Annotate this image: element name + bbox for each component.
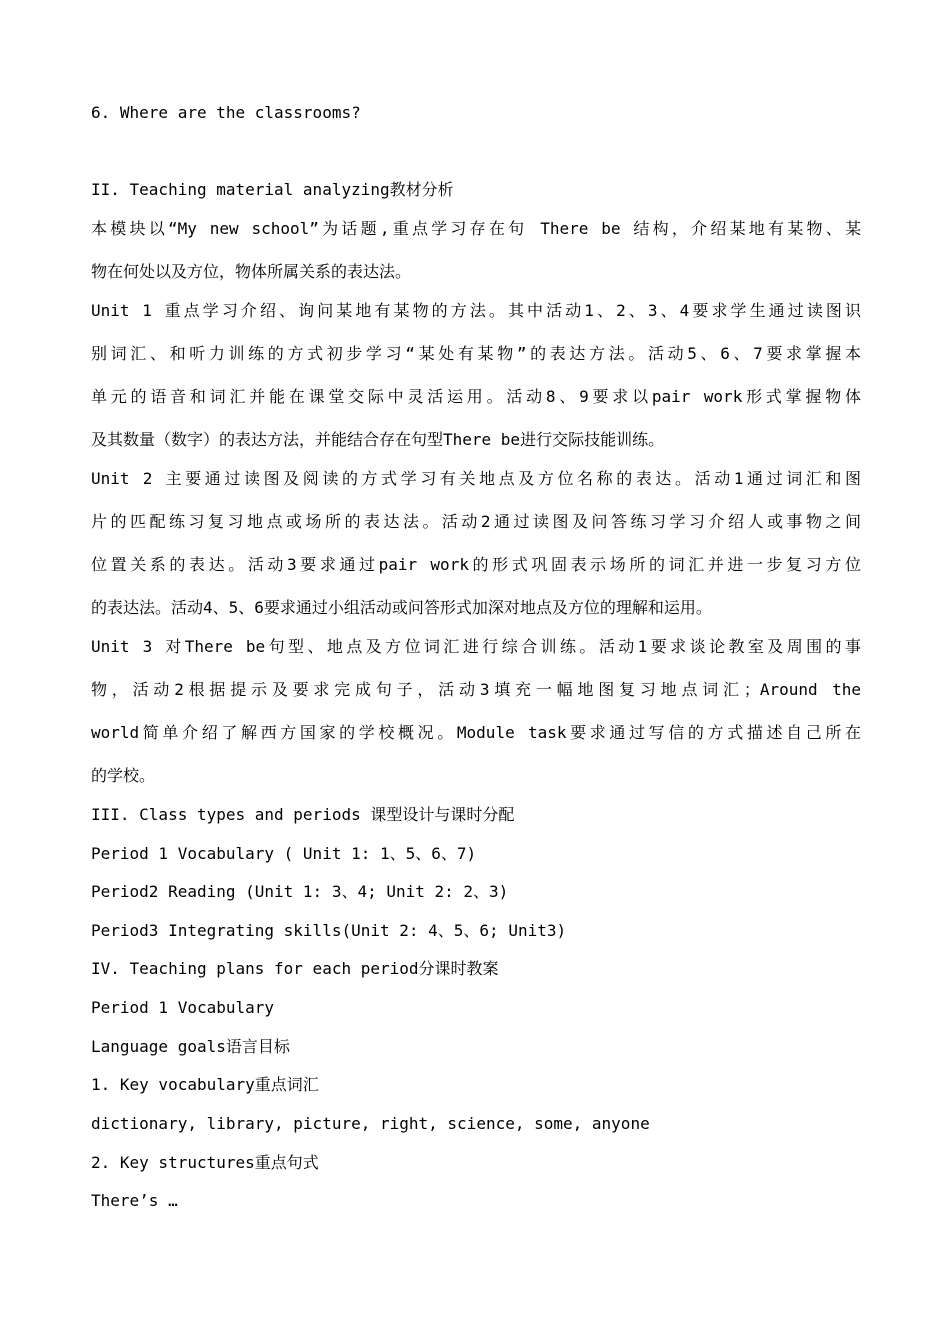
- period-3-line: Period3 Integrating skills(Unit 2: 4、5、6; Unit3): [91, 921, 567, 940]
- intro-line-1: 本模块以“My new school”为话题,重点学习存在句 There be 结构，介绍某地有某物、某: [91, 219, 861, 238]
- section-2-heading: II. Teaching material analyzing教材分析: [91, 180, 454, 199]
- unit3-line-2: 物，活动2根据提示及要求完成句子，活动3填充一幅地图复习地点词汇；Around the: [91, 680, 861, 699]
- language-goals-title: Language goals语言目标: [91, 1037, 290, 1056]
- unit1-line-1: Unit 1 重点学习介绍、询问某地有某物的方法。其中活动1、2、3、4要求学生通过读图识: [91, 301, 861, 320]
- unit2-line-3: 位置关系的表达。活动3要求通过pair work的形式巩固表示场所的词汇并进一步复习方位: [91, 555, 861, 574]
- key-structure-1: There’s …: [91, 1191, 178, 1210]
- unit2-line-4: 的表达法。活动4、5、6要求通过小组活动或问答形式加深对地点及方位的理解和运用。: [91, 598, 712, 617]
- period-title: Period 1 Vocabulary: [91, 998, 275, 1017]
- unit2-line-1: Unit 2 主要通过读图及阅读的方式学习有关地点及方位名称的表达。活动1通过词汇和图: [91, 469, 861, 488]
- period-1-line: Period 1 Vocabulary ( Unit 1: 1、5、6、7): [91, 844, 477, 863]
- unit1-line-4: 及其数量（数字）的表达方法，并能结合存在句型There be进行交际技能训练。: [91, 430, 665, 449]
- section-3-heading: III. Class types and periods 课型设计与课时分配: [91, 805, 515, 824]
- unit1-line-2: 别词汇、和听力训练的方式初步学习“某处有某物”的表达方法。活动5、6、7要求掌握本: [91, 344, 861, 363]
- key-vocabulary-list: dictionary, library, picture, right, science, some, anyone: [91, 1114, 650, 1133]
- key-structures-title: 2. Key structures重点句式: [91, 1153, 319, 1172]
- unit2-line-2: 片的匹配练习复习地点或场所的表达法。活动2通过读图及问答练习学习介绍人或事物之间: [91, 512, 861, 531]
- unit3-line-1: Unit 3 对There be句型、地点及方位词汇进行综合训练。活动1要求谈论教室及周围的事: [91, 637, 861, 656]
- section-4-heading: IV. Teaching plans for each period分课时教案: [91, 959, 499, 978]
- unit1-line-3: 单元的语音和词汇并能在课堂交际中灵活运用。活动8、9要求以pair work形式掌握物体: [91, 387, 861, 406]
- unit3-line-4: 的学校。: [91, 766, 156, 785]
- question-6: 6. Where are the classrooms?: [91, 103, 361, 122]
- unit3-line-3: world简单介绍了解西方国家的学校概况。Module task要求通过写信的方式描述自己所在: [91, 723, 861, 742]
- period-2-line: Period2 Reading (Unit 1: 3、4; Unit 2: 2、3): [91, 882, 509, 901]
- key-vocabulary-title: 1. Key vocabulary重点词汇: [91, 1075, 319, 1094]
- intro-line-2: 物在何处以及方位，物体所属关系的表达法。: [91, 262, 412, 281]
